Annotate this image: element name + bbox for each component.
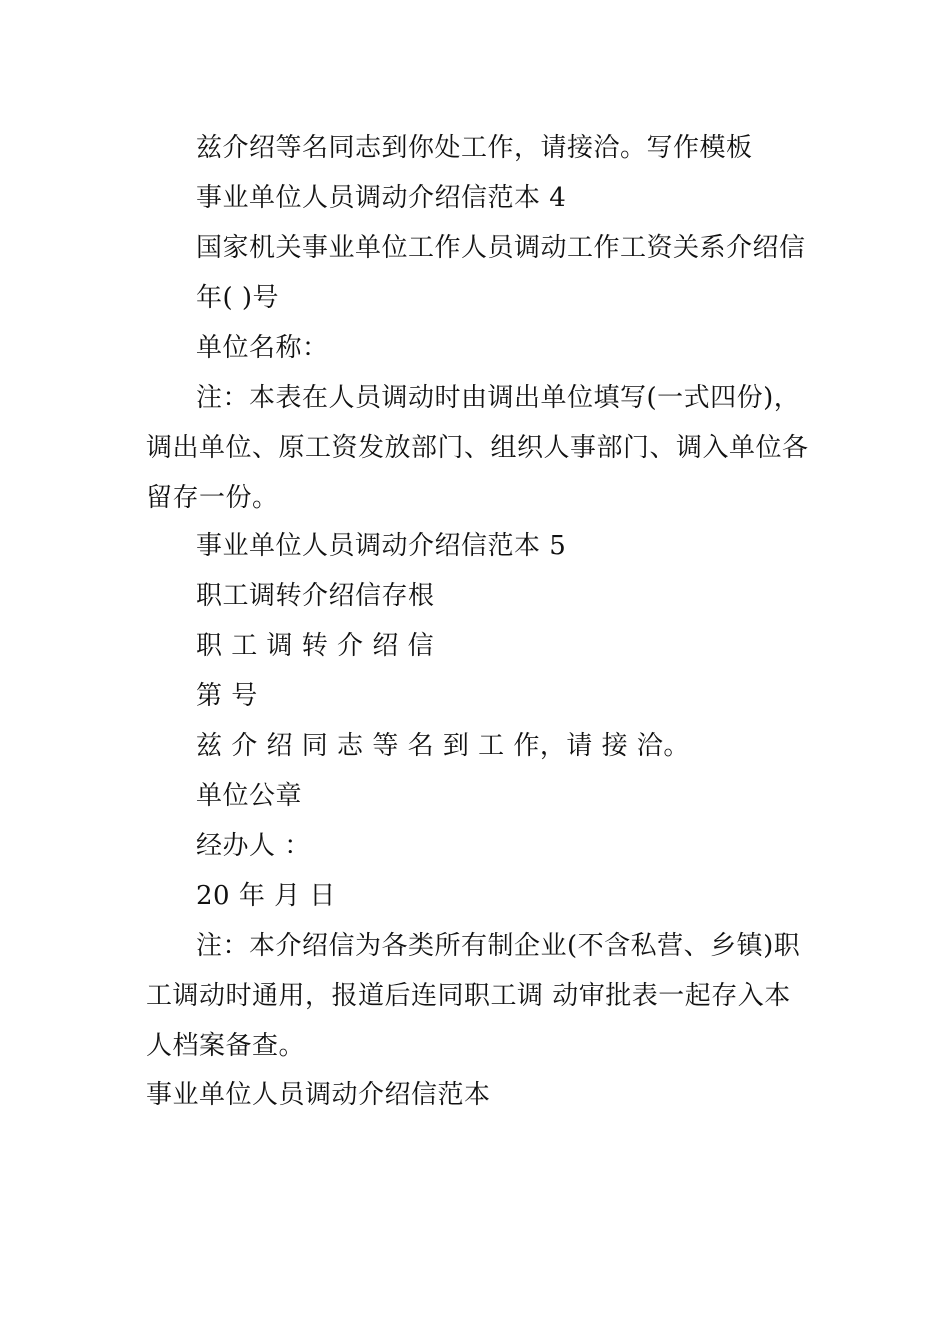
paragraph-handler: 经办人 ： xyxy=(196,831,311,861)
paragraph-year-number: 年( )号 xyxy=(196,283,280,313)
paragraph-stub-title: 职工调转介绍信存根 xyxy=(196,581,435,611)
heading-sample-4: 事业单位人员调动介绍信范本 4 xyxy=(196,183,567,213)
paragraph-note-enterprise: 注：本介绍信为各类所有制企业(不含私营、乡镇)职工调动时通用，报道后连同职工调 动审批表一起存入本人档案备查。 xyxy=(146,931,801,1061)
paragraph-number-line: 第 号 xyxy=(196,681,258,711)
paragraph-introduction-line: 兹介绍等名同志到你处工作，请接洽。写作模板 xyxy=(196,133,753,163)
paragraph-date: 20 年 月 日 xyxy=(196,881,336,911)
paragraph-note-form: 注：本表在人员调动时由调出单位填写(一式四份)，调出单位、原工资发放部门、组织人事部门、调入单位各留存一份。 xyxy=(146,383,809,513)
paragraph-unit-seal: 单位公章 xyxy=(196,781,303,811)
paragraph-transfer-letter-title: 职 工 调 转 介 绍 信 xyxy=(196,631,435,661)
paragraph-unit-name: 单位名称： xyxy=(196,333,329,363)
paragraph-introduction-spaced: 兹 介 绍 同 志 等 名 到 工 作，请 接 洽。 xyxy=(196,731,690,761)
paragraph-letter-title: 国家机关事业单位工作人员调动工作工资关系介绍信 xyxy=(196,233,806,263)
heading-sample-plain: 事业单位人员调动介绍信范本 xyxy=(146,1080,491,1110)
heading-sample-5: 事业单位人员调动介绍信范本 5 xyxy=(196,531,567,561)
